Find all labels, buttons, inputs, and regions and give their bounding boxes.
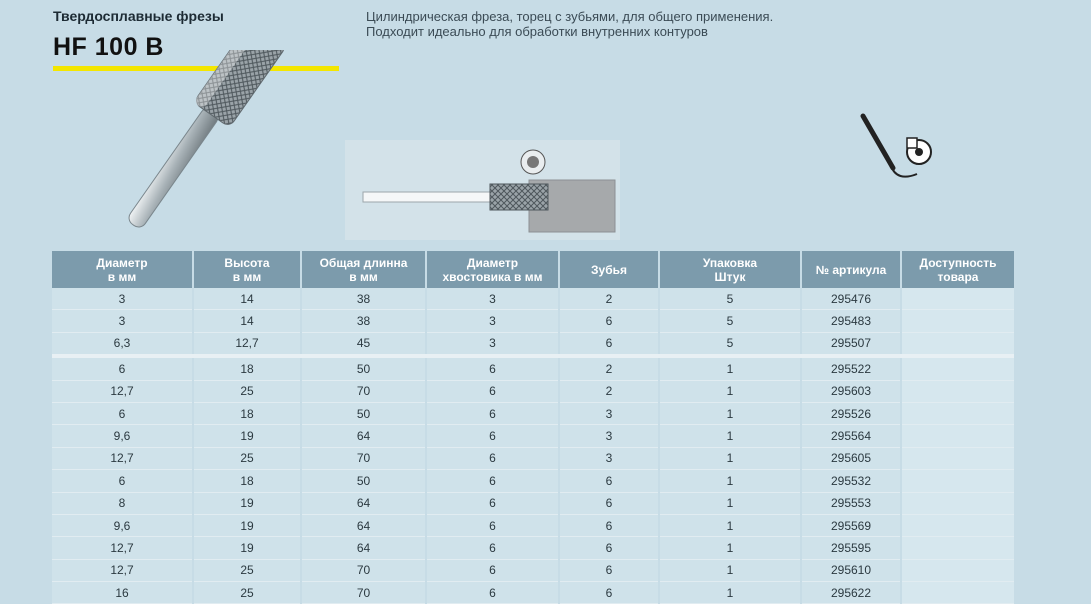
cell-teeth: 3 [559, 447, 659, 469]
table-body [52, 288, 1014, 604]
cell-article: 295610 [801, 559, 901, 581]
table-header [52, 251, 1014, 288]
header-line-2: Штук [714, 269, 746, 284]
header-line-2: товара [937, 269, 979, 284]
header-line-1: Высота [224, 255, 270, 270]
cell-length: 70 [301, 582, 426, 604]
cell-diameter: 8 [52, 492, 193, 514]
cell-availability [901, 288, 1014, 310]
cell-height: 25 [193, 447, 301, 469]
description-line-2: Подходит идеально для обработки внутренних контуров [366, 24, 708, 39]
cell-length: 50 [301, 402, 426, 424]
cell-length: 64 [301, 492, 426, 514]
cell-height: 14 [193, 288, 301, 310]
cell-article: 295522 [801, 356, 901, 380]
cell-shank: 6 [426, 492, 559, 514]
cell-article: 295526 [801, 402, 901, 424]
header-line-1: Доступность [919, 255, 997, 270]
cell-shank: 6 [426, 402, 559, 424]
cell-teeth: 6 [559, 514, 659, 536]
cell-length: 45 [301, 332, 426, 356]
col-shank-diameter-header [426, 251, 559, 288]
header-line-1: № артикула [815, 262, 887, 277]
cell-length: 38 [301, 310, 426, 332]
cell-article: 295532 [801, 470, 901, 492]
cell-diameter: 6 [52, 470, 193, 492]
cell-shank: 6 [426, 356, 559, 380]
cell-diameter: 9,6 [52, 425, 193, 447]
specification-table [52, 251, 1014, 604]
cell-article: 295564 [801, 425, 901, 447]
cell-diameter: 9,6 [52, 514, 193, 536]
cell-diameter: 12,7 [52, 559, 193, 581]
cell-availability [901, 310, 1014, 332]
header-line-2: в мм [349, 269, 378, 284]
table-row [52, 310, 1014, 332]
header-line-1: Общая длинна [319, 255, 408, 270]
cell-height: 25 [193, 582, 301, 604]
cell-pack: 1 [659, 514, 801, 536]
cell-length: 70 [301, 380, 426, 402]
header-line-2: в мм [107, 269, 137, 284]
cell-diameter: 6 [52, 402, 193, 424]
cell-diameter: 12,7 [52, 537, 193, 559]
table-row [52, 425, 1014, 447]
cell-article: 295553 [801, 492, 901, 514]
cell-shank: 6 [426, 537, 559, 559]
header-line-1: Зубья [591, 262, 627, 277]
cell-height: 12,7 [193, 332, 301, 356]
header-line-1: Диаметр [96, 255, 148, 270]
cell-shank: 6 [426, 582, 559, 604]
header-line-2: хвостовика в мм [442, 269, 543, 284]
table-row [52, 380, 1014, 402]
cell-shank: 3 [426, 310, 559, 332]
cell-shank: 6 [426, 470, 559, 492]
cell-availability [901, 470, 1014, 492]
cell-diameter: 3 [52, 288, 193, 310]
table-row [52, 559, 1014, 581]
header-line-2: в мм [232, 269, 262, 284]
cell-availability [901, 447, 1014, 469]
cell-availability [901, 582, 1014, 604]
table-row [52, 537, 1014, 559]
cell-teeth: 6 [559, 582, 659, 604]
cell-availability [901, 537, 1014, 559]
cell-height: 14 [193, 310, 301, 332]
cell-shank: 6 [426, 559, 559, 581]
cell-pack: 1 [659, 559, 801, 581]
cell-teeth: 6 [559, 470, 659, 492]
die-grinder-icon [855, 110, 940, 190]
cell-article: 295622 [801, 582, 901, 604]
table-row [52, 514, 1014, 536]
cell-article: 295595 [801, 537, 901, 559]
cell-teeth: 2 [559, 380, 659, 402]
cell-shank: 3 [426, 288, 559, 310]
cell-availability [901, 425, 1014, 447]
cell-availability [901, 380, 1014, 402]
table-row [52, 492, 1014, 514]
cell-height: 25 [193, 559, 301, 581]
cell-article: 295605 [801, 447, 901, 469]
cell-availability [901, 332, 1014, 356]
cell-pack: 1 [659, 470, 801, 492]
cell-diameter: 16 [52, 582, 193, 604]
cell-pack: 1 [659, 380, 801, 402]
cell-teeth: 6 [559, 492, 659, 514]
col-availability-header [901, 251, 1014, 288]
cell-diameter: 12,7 [52, 380, 193, 402]
col-teeth-header [559, 251, 659, 288]
cell-length: 64 [301, 514, 426, 536]
cutting-diagram [345, 140, 620, 240]
cell-pack: 1 [659, 582, 801, 604]
cell-teeth: 6 [559, 537, 659, 559]
cell-height: 19 [193, 425, 301, 447]
table-row [52, 356, 1014, 380]
cell-height: 19 [193, 537, 301, 559]
product-description [366, 9, 773, 39]
cell-article: 295476 [801, 288, 901, 310]
cell-shank: 6 [426, 425, 559, 447]
cell-shank: 6 [426, 447, 559, 469]
cell-shank: 3 [426, 332, 559, 356]
cell-pack: 1 [659, 492, 801, 514]
cell-pack: 5 [659, 332, 801, 356]
cell-height: 18 [193, 356, 301, 380]
cell-pack: 1 [659, 447, 801, 469]
cell-article: 295507 [801, 332, 901, 356]
col-total-length-header [301, 251, 426, 288]
cell-availability [901, 492, 1014, 514]
cell-pack: 5 [659, 288, 801, 310]
cell-diameter: 12,7 [52, 447, 193, 469]
cell-pack: 5 [659, 310, 801, 332]
cell-length: 64 [301, 425, 426, 447]
cell-length: 70 [301, 559, 426, 581]
table-row [52, 470, 1014, 492]
cell-teeth: 6 [559, 559, 659, 581]
col-article-header [801, 251, 901, 288]
cell-length: 38 [301, 288, 426, 310]
cell-article: 295569 [801, 514, 901, 536]
cell-pack: 1 [659, 402, 801, 424]
cell-shank: 6 [426, 514, 559, 536]
cell-length: 70 [301, 447, 426, 469]
cell-diameter: 3 [52, 310, 193, 332]
table-row [52, 288, 1014, 310]
cell-availability [901, 514, 1014, 536]
cell-height: 25 [193, 380, 301, 402]
cell-height: 19 [193, 514, 301, 536]
col-diameter-header [52, 251, 193, 288]
cell-availability [901, 559, 1014, 581]
header-line-1: Упаковка [702, 255, 758, 270]
cell-teeth: 3 [559, 402, 659, 424]
cell-teeth: 2 [559, 356, 659, 380]
cell-height: 18 [193, 402, 301, 424]
cell-length: 50 [301, 356, 426, 380]
cell-availability [901, 356, 1014, 380]
table-row [52, 402, 1014, 424]
cell-pack: 1 [659, 356, 801, 380]
table-row [52, 447, 1014, 469]
cell-length: 50 [301, 470, 426, 492]
cell-article: 295603 [801, 380, 901, 402]
cell-teeth: 3 [559, 425, 659, 447]
col-height-header [193, 251, 301, 288]
carbide-burr-photo [85, 50, 335, 230]
category-title: Твердосплавные фрезы [53, 8, 224, 24]
cell-diameter: 6,3 [52, 332, 193, 356]
table-row [52, 582, 1014, 604]
cell-availability [901, 402, 1014, 424]
cell-teeth: 6 [559, 332, 659, 356]
cell-diameter: 6 [52, 356, 193, 380]
header-line-1: Диаметр [466, 255, 519, 270]
cell-shank: 6 [426, 380, 559, 402]
product-code: HF 100 B [53, 33, 164, 61]
table-row [52, 332, 1014, 356]
cell-height: 18 [193, 470, 301, 492]
cell-teeth: 6 [559, 310, 659, 332]
cell-pack: 1 [659, 537, 801, 559]
cell-article: 295483 [801, 310, 901, 332]
col-pack-header [659, 251, 801, 288]
cell-pack: 1 [659, 425, 801, 447]
cell-length: 64 [301, 537, 426, 559]
description-line-1: Цилиндрическая фреза, торец с зубьями, для общего применения. [366, 9, 774, 24]
cell-teeth: 2 [559, 288, 659, 310]
cell-height: 19 [193, 492, 301, 514]
